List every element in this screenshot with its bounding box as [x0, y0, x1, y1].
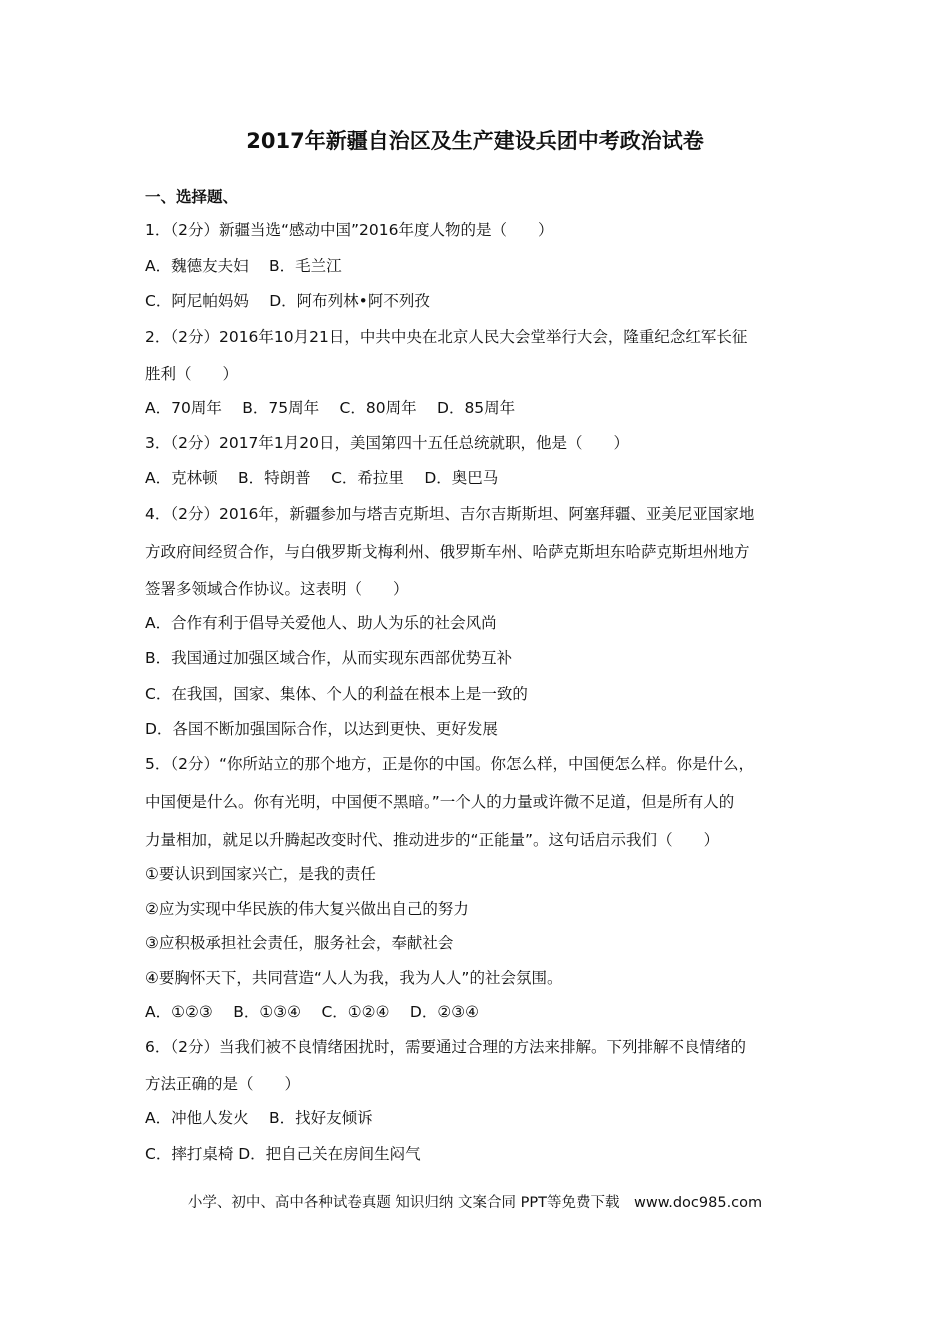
question-4-option-b: B．我国通过加强区域合作，从而实现东西部优势互补 [145, 649, 513, 667]
question-4-option-a: A．合作有利于倡导关爱他人、助人为乐的社会风尚 [145, 614, 497, 632]
question-3-options: A．克林顿 B．特朗普 C．希拉里 D．奥巴马 [145, 469, 499, 487]
question-1-options-ab: A．魏德友夫妇 B．毛兰江 [145, 257, 342, 275]
question-5-stem-line-1: 5．（2分）“你所站立的那个地方，正是你的中国。你怎么样，中国便怎么样。你是什么， [145, 755, 755, 773]
question-5-item-1: ①要认识到国家兴亡，是我的责任 [145, 865, 376, 883]
question-2-stem-line-2: 胜利（ ） [145, 365, 239, 383]
question-6-options-ab: A．冲他人发火 B．找好友倾诉 [145, 1109, 373, 1127]
question-5-stem-line-2: 中国便是什么。你有光明，中国便不黑暗。”一个人的力量或许微不足道，但是所有人的 [145, 793, 735, 811]
question-6-options-cd: C．摔打桌椅 D．把自己关在房间生闷气 [145, 1145, 421, 1163]
question-6-stem-line-1: 6．（2分）当我们被不良情绪困扰时，需要通过合理的方法来排解。下列排解不良情绪的 [145, 1038, 746, 1056]
question-4-option-c: C．在我国，国家、集体、个人的利益在根本上是一致的 [145, 685, 528, 703]
page-title: 2017年新疆自治区及生产建设兵团中考政治试卷 [246, 129, 704, 153]
question-5-item-3: ③应积极承担社会责任，服务社会，奉献社会 [145, 934, 454, 952]
question-1-stem: 1．（2分）新疆当选“感动中国”2016年度人物的是（ ） [145, 221, 554, 239]
question-4-option-d: D．各国不断加强国际合作，以达到更快、更好发展 [145, 720, 498, 738]
question-5-stem-line-3: 力量相加，就足以升腾起改变时代、推动进步的“正能量”。这句话启示我们（ ） [145, 831, 720, 849]
question-5-item-4: ④要胸怀天下，共同营造“人人为我，我为人人”的社会氛围。 [145, 969, 563, 987]
page-footer: 小学、初中、高中各种试卷真题 知识归纳 文案合同 PPT等免费下载 www.doc985.com [187, 1195, 763, 1211]
question-4-stem-line-1: 4．（2分）2016年，新疆参加与塔吉克斯坦、吉尔吉斯斯坦、阿塞拜疆、亚美尼亚国家地 [145, 505, 755, 523]
question-5-options: A．①②③ B．①③④ C．①②④ D．②③④ [145, 1003, 480, 1021]
question-4-stem-line-3: 签署多领域合作协议。这表明（ ） [145, 580, 409, 598]
question-2-stem-line-1: 2．（2分）2016年10月21日，中共中央在北京人民大会堂举行大会，隆重纪念红军长征 [145, 328, 748, 346]
question-3-stem: 3．（2分）2017年1月20日，美国第四十五任总统就职，他是（ ） [145, 434, 630, 452]
question-5-item-2: ②应为实现中华民族的伟大复兴做出自己的努力 [145, 900, 469, 918]
section-heading: 一、选择题、 [145, 188, 239, 206]
question-1-options-cd: C．阿尼帕妈妈 D．阿布列林•阿不列孜 [145, 292, 430, 310]
question-4-stem-line-2: 方政府间经贸合作，与白俄罗斯戈梅利州、俄罗斯车州、哈萨克斯坦东哈萨克斯坦州地方 [145, 543, 750, 561]
question-6-stem-line-2: 方法正确的是（ ） [145, 1075, 301, 1093]
question-2-options: A．70周年 B．75周年 C．80周年 D．85周年 [145, 399, 516, 417]
